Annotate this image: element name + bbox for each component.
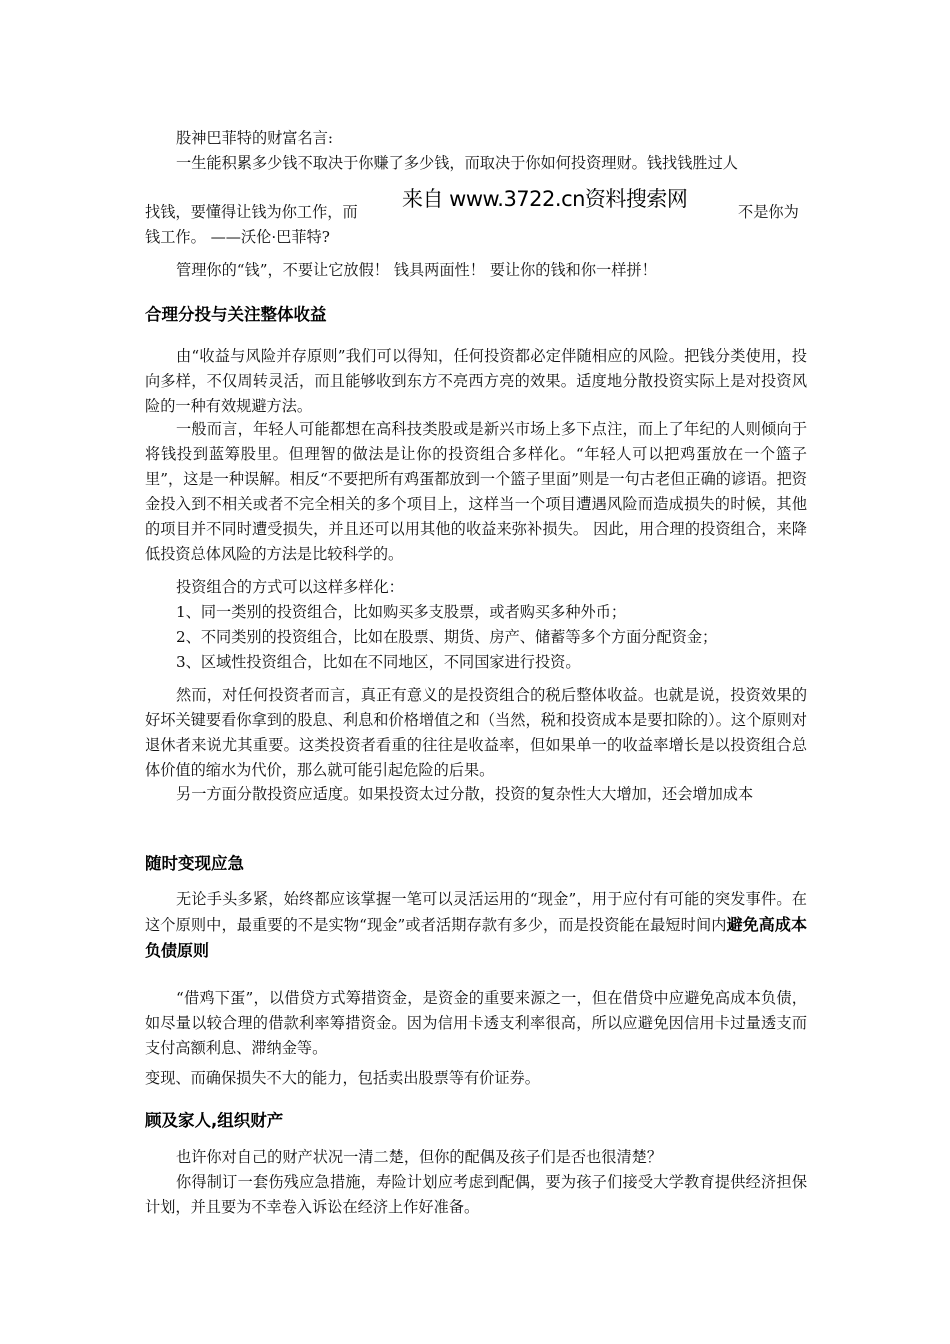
manage-money-line: 管理你的“钱”，不要让它放假！ 钱具两面性！ 要让你的钱和你一样拼！ — [176, 261, 657, 279]
portfolio-list-item-2: 2、不同类别的投资组合，比如在股票、期货、房产、储蓄等多个方面分配资金； — [176, 628, 718, 646]
inline-heading-debt: 避免高成本负债原则 — [145, 915, 807, 960]
section3-paragraph-1: 也许你对自己的财产状况一清二楚，但你的配偶及孩子们是否也很清楚？ — [176, 1148, 662, 1166]
quote-line-2-left: 找钱，要懂得让钱为你工作，而 — [145, 203, 358, 221]
section1-paragraph-4: 另一方面分散投资应适度。如果投资太过分散，投资的复杂性大大增加，还会增加成本 — [176, 785, 754, 803]
quote-line-3: 钱工作。 ——沃伦·巴菲特? — [145, 228, 330, 246]
section2-paragraph-2: “借鸡下蛋”，以借贷方式筹措资金，是资金的重要来源之一，但在借贷中应避免高成本负债，如尽量以较合理的借款利率筹措资金。因为信用卡透支利率很高，所以应避免因信用卡过量透支而支付高额利息、滞纳金等。 — [145, 989, 807, 1057]
quote-line-2-right: 不是你为 — [738, 203, 799, 221]
section-heading-liquidity: 随时变现应急 — [145, 854, 244, 873]
section2-paragraph-1-text: 无论手头多紧，始终都应该掌握一笔可以灵活运用的“现金”，用于应付有可能的突发事件。在这个原则中，最重要的不是实物“现金”或者活期存款有多少，而是投资能在最短时间内 — [145, 890, 807, 934]
portfolio-list-item-3: 3、区域性投资组合，比如在不同地区，不同国家进行投资。 — [176, 653, 581, 671]
section-heading-diversify: 合理分投与关注整体收益 — [145, 305, 327, 324]
section1-paragraph-2: 一般而言，年轻人可能都想在高科技类股或是新兴市场上多下点注，而上了年纪的人则倾向于将钱投到蓝筹股里。但理智的做法是让你的投资组合多样化。“年轻人可以把鸡蛋放在一个篮子里”，这是一种误解。相反“不要把所有鸡蛋都放到一个篮子里面”则是一句古老但正确的谚语。把资金投入到不相关或者不完全相关的多个项目上，这样当一个项目遭遇风险而造成损失的时候，其他的项目并不同时遭受损失，并且还可以用其他的收益来弥补损失。 因此，用合理的投资组合，来降低投资总体风险的方法是比较科学的。 — [145, 420, 807, 563]
source-watermark: 来自 www.3722.cn资料搜索网 — [402, 183, 687, 213]
intro-title-line: 股神巴菲特的财富名言: — [176, 129, 333, 147]
section1-paragraph-3: 然而，对任何投资者而言，真正有意义的是投资组合的税后整体收益。也就是说，投资效果的好坏关键要看你拿到的股息、利息和价格增值之和（当然，税和投资成本是要扣除的）。这个原则对退休者来说尤其重要。这类投资者看重的往往是收益率，但如果单一的收益率增长是以投资组合总体价值的缩水为代价，那么就可能引起危险的后果。 — [145, 686, 807, 779]
section2-paragraph-3: 变现、而确保损失不大的能力，包括卖出股票等有价证券。 — [145, 1069, 540, 1087]
section1-paragraph-1: 由“收益与风险并存原则”我们可以得知，任何投资都必定伴随相应的风险。把钱分类使用，投向多样，不仅周转灵活，而且能够收到东方不亮西方亮的效果。适度地分散投资实际上是对投资风险的一种有效规避方法。 — [145, 347, 807, 415]
portfolio-list-intro: 投资组合的方式可以这样多样化： — [176, 578, 404, 596]
quote-line-1: 一生能积累多少钱不取决于你赚了多少钱，而取决于你如何投资理财。钱找钱胜过人 — [176, 154, 738, 172]
section-heading-family: 顾及家人,组织财产 — [145, 1111, 284, 1130]
section2-paragraph-1 — [145, 887, 807, 964]
portfolio-list-item-1: 1、同一类别的投资组合，比如购买多支股票，或者购买多种外币； — [176, 603, 627, 621]
section3-paragraph-2: 你得制订一套伤残应急措施，寿险计划应考虑到配偶，要为孩子们接受大学教育提供经济担保计划，并且要为不幸卷入诉讼在经济上作好准备。 — [145, 1173, 807, 1216]
